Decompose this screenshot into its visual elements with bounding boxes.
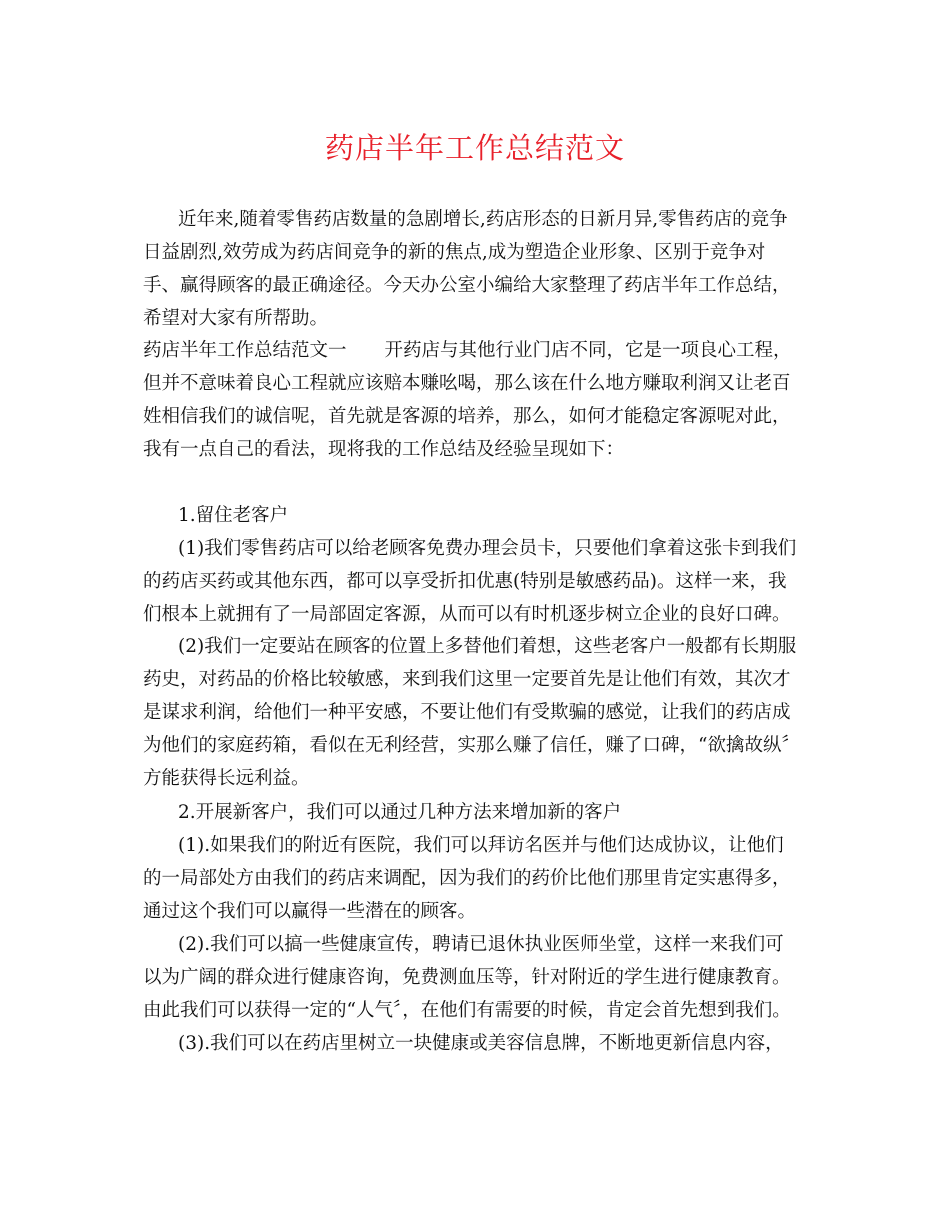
paragraph-line: 为他们的家庭药箱，看似在无利经营，实那么赚了信任，赚了口碑，“欲擒故纵〞 (143, 735, 800, 756)
paragraph-line: 以为广阔的群众进行健康咨询，免费测血压等，针对附近的学生进行健康教育。 (143, 967, 791, 988)
paragraph-line: 的一局部处方由我们的药店来调配，因为我们的药价比他们那里肯定实惠得多， (143, 868, 791, 889)
paragraph-line: (2)我们一定要站在顾客的位置上多替他们着想，这些老客户一般都有长期服 (178, 636, 797, 657)
paragraph-line: 我有一点自己的看法，现将我的工作总结及经验呈现如下： (143, 439, 625, 460)
paragraph-text: 开药店与其他行业门店不同，它是一项良心工程， (384, 340, 792, 361)
paragraph-line: 日益剧烈,效劳成为药店间竞争的新的焦点,成为塑造企业形象、区别于竞争对 (143, 242, 766, 263)
paragraph-line: 但并不意味着良心工程就应该赔本赚吆喝，那么该在什么地方赚取利润又让老百 (143, 373, 791, 394)
paragraph-line: 方能获得长远利益。 (143, 768, 310, 789)
paragraph-line: 由此我们可以获得一定的“人气〞，在他们有需要的时候，肯定会首先想到我们。 (143, 1000, 791, 1021)
paragraph-line: 们根本上就拥有了一局部固定客源，从而可以有时机逐步树立企业的良好口碑。 (143, 604, 791, 625)
paragraph-line: 是谋求利润，给他们一种平安感，不要让他们有受欺骗的感觉，让我们的药店成 (143, 702, 791, 723)
section-heading: 药店半年工作总结范文一 (143, 340, 347, 361)
list-heading: 1.留住老客户 (178, 505, 289, 526)
paragraph-line: 药史，对药品的价格比较敏感，来到我们这里一定要首先是让他们有效，其次才 (143, 669, 791, 690)
section-heading-line (143, 338, 792, 364)
paragraph-line: 姓相信我们的诚信呢，首先就是客源的培养，那么，如何才能稳定客源呢对此， (143, 406, 791, 427)
paragraph-line: (1).如果我们的附近有医院，我们可以拜访名医并与他们达成协议，让他们 (178, 835, 784, 856)
list-heading: 2.开展新客户，我们可以通过几种方法来增加新的客户 (178, 802, 622, 823)
document-title: 药店半年工作总结范文 (324, 131, 625, 165)
paragraph-line: 近年来,随着零售药店数量的急剧增长,药店形态的日新月异,零售药店的竞争 (178, 209, 788, 230)
paragraph-line: 手、赢得顾客的最正确途径。今天办公室小编给大家整理了药店半年工作总结， (143, 275, 791, 296)
paragraph-line: (2).我们可以搞一些健康宣传，聘请已退休执业医师坐堂，这样一来我们可 (178, 934, 784, 955)
paragraph-line: (1)我们零售药店可以给老顾客免费办理会员卡，只要他们拿着这张卡到我们 (178, 538, 797, 559)
paragraph-line: 希望对大家有所帮助。 (143, 308, 329, 329)
paragraph-line: 的药店买药或其他东西，都可以享受折扣优惠(特别是敏感药品)。这样一来，我 (143, 571, 787, 592)
paragraph-line: 通过这个我们可以赢得一些潜在的顾客。 (143, 901, 477, 922)
paragraph-line: (3).我们可以在药店里树立一块健康或美容信息牌，不断地更新信息内容， (178, 1033, 784, 1054)
